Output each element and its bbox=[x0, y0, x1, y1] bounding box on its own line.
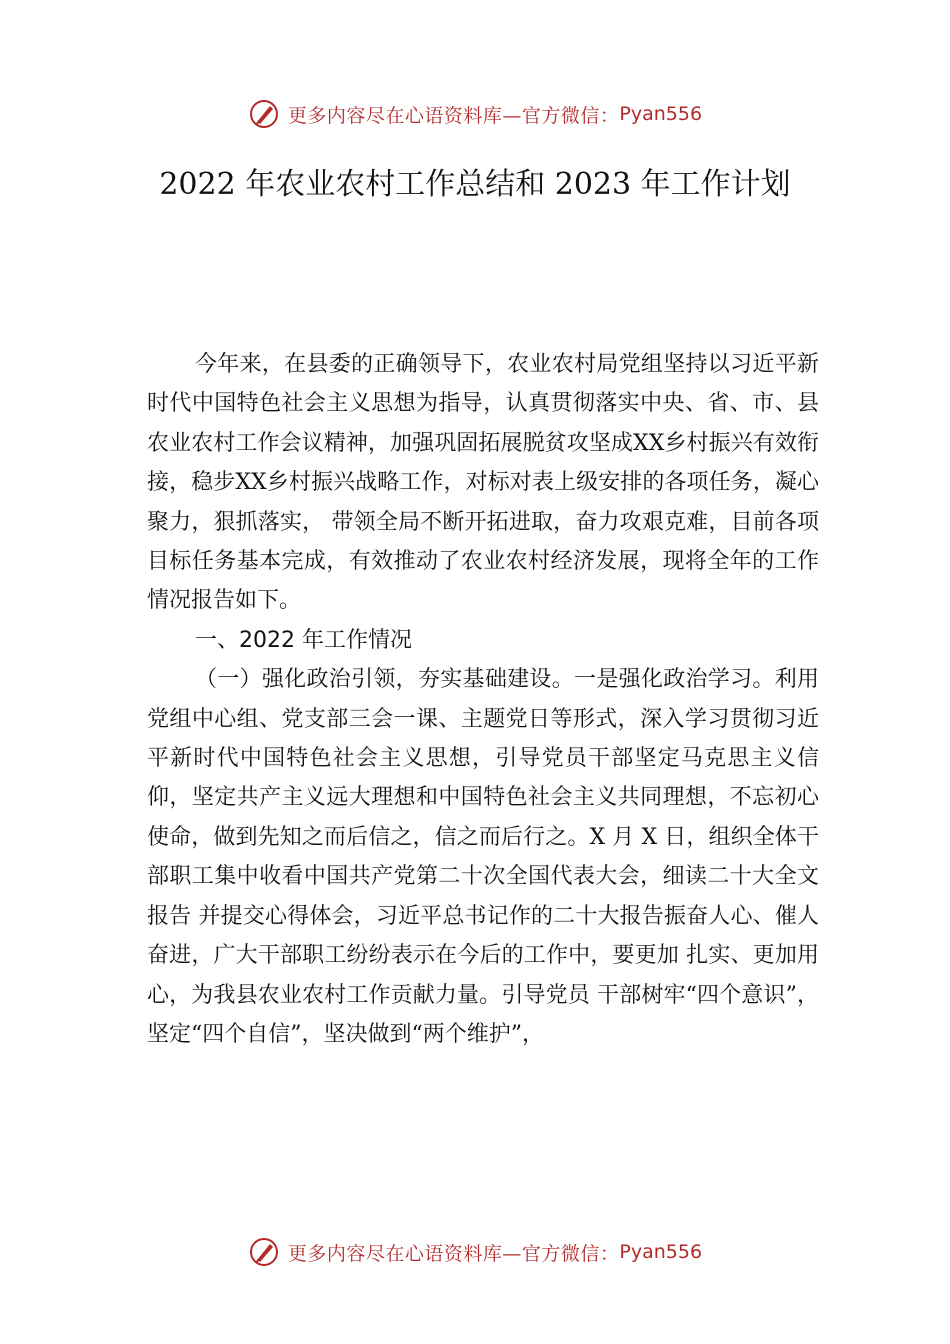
watermark-wechat-id: Pyan556 bbox=[619, 103, 703, 125]
section-paragraph: （一）强化政治引领，夯实基础建设。一是强化政治学习。利用党组中心组、党支部三会一课、主题党日等形式，深入学习贯彻习近平新时代中国特色社会主义思想，引导党员干部坚定马克思主义信仰，坚定共产主义远大理想和中国特色社会主义共同理想，不忘初心使命，做到先知之而后信之，信之而后行之。X 月 X 日，组织全体干部职工集中收看中国共产党第二十次全国代表大会，细读二十大全文报告 并提交心得体会，习近平总书记作的二十大报告振奋人心、催人奋进，广大干部职工纷纷表示在今后的工作中，要更加 扎实、更加用心，为我县农业农村工作贡献力量。引导党员 干部树牢“四个意识”，坚定“四个自信”，坚决做到“两个维护”， bbox=[147, 667, 819, 1047]
section-heading: 一、2022 年工作情况 bbox=[195, 627, 412, 653]
document-title: 2022 年农业农村工作总结和 2023 年工作计划 bbox=[159, 167, 791, 202]
watermark-text: 更多内容尽在心语资料库—官方微信： bbox=[287, 1242, 620, 1265]
document-body bbox=[147, 345, 819, 1054]
intro-paragraph: 今年来，在县委的正确领导下，农业农村局党组坚持以习近平新时代中国特色社会主义思想为指导，认真贯彻落实中央、省、市、县农业农村工作会议精神，加强巩固拓展脱贫攻坚成XX乡村振兴有效衔接，稳步XX乡村振兴战略工作，对标对表上级安排的各项任务，凝心聚力，狠抓落实， 带领全局不断开拓进取，奋力攻艰克难，目前各项目标任务基本完成，有效推动了农业农村经济发展，现将全年的工作情况报告如下。 bbox=[147, 352, 819, 614]
watermark-wechat-id: Pyan556 bbox=[619, 1241, 703, 1263]
watermark-footer bbox=[0, 1232, 950, 1272]
quill-pen-logo-icon bbox=[248, 98, 280, 130]
quill-pen-logo-icon bbox=[248, 1236, 280, 1268]
watermark-text: 更多内容尽在心语资料库—官方微信： bbox=[287, 104, 620, 127]
watermark-header bbox=[0, 94, 950, 134]
